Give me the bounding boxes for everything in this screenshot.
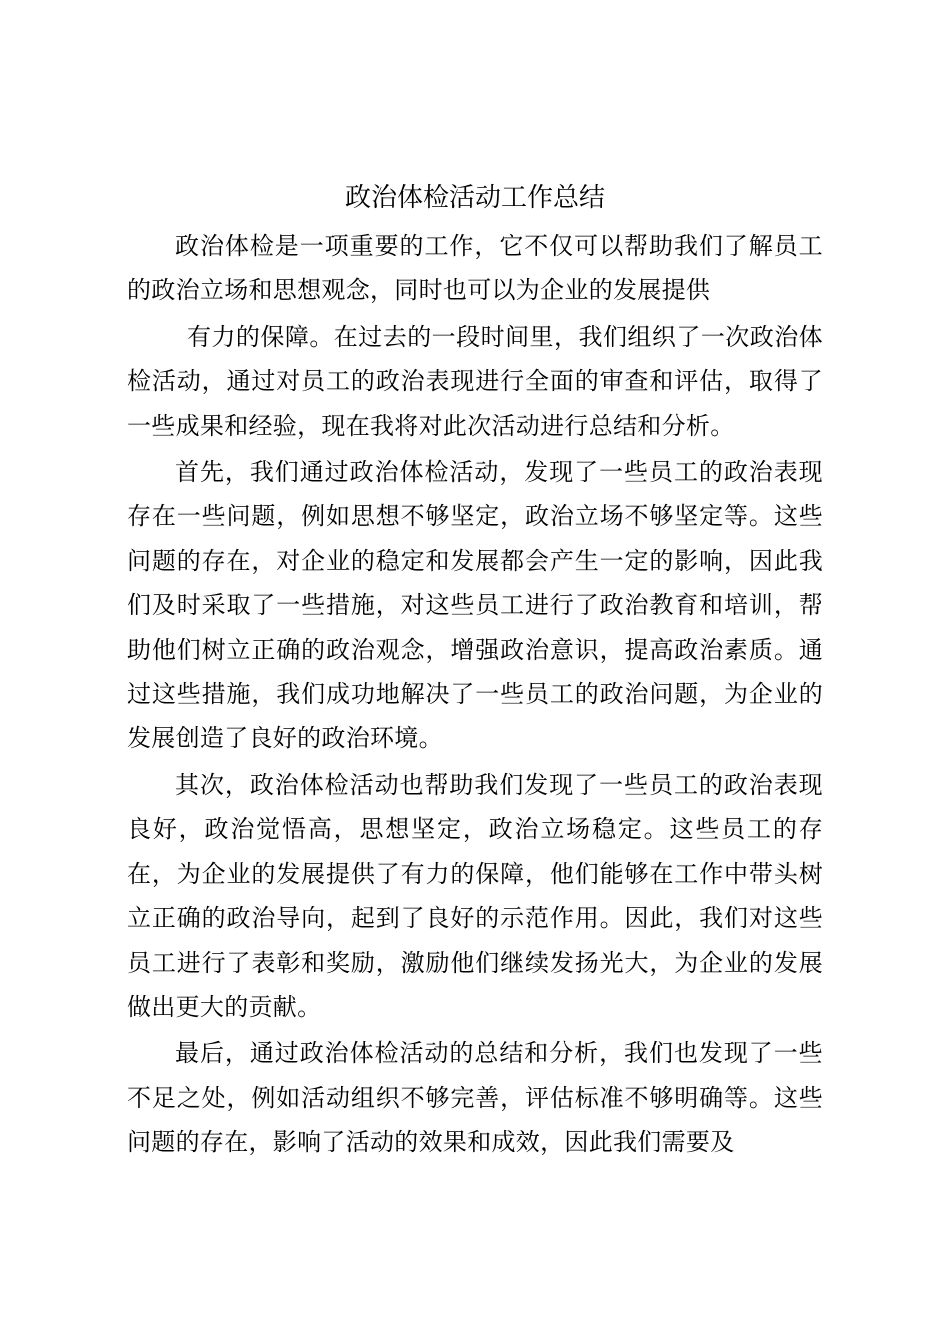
paragraph-continuation: 有力的保障。在过去的一段时间里，我们组织了一次政治体检活动，通过对员工的政治表现进行全面的审查和评估，取得了一些成果和经验，现在我将对此次活动进行总结和分析。 — [127, 322, 823, 440]
paragraph-intro: 政治体检是一项重要的工作，它不仅可以帮助我们了解员工的政治立场和思想观念，同时也可以为企业的发展提供 — [127, 232, 823, 305]
paragraph-second: 其次，政治体检活动也帮助我们发现了一些员工的政治表现良好，政治觉悟高，思想坚定，政治立场稳定。这些员工的存在，为企业的发展提供了有力的保障，他们能够在工作中带头树立正确的政治导向，起到了良好的示范作用。因此，我们对这些员工进行了表彰和奖励，激励他们继续发扬光大，为企业的发展做出更大的贡献。 — [127, 770, 823, 1021]
paragraph-first: 首先，我们通过政治体检活动，发现了一些员工的政治表现存在一些问题，例如思想不够坚定，政治立场不够坚定等。这些问题的存在，对企业的稳定和发展都会产生一定的影响，因此我们及时采取了一些措施，对这些员工进行了政治教育和培训，帮助他们树立正确的政治观念，增强政治意识，提高政治素质。通过这些措施，我们成功地解决了一些员工的政治问题，为企业的发展创造了良好的政治环境。 — [127, 458, 823, 753]
document-body — [127, 224, 823, 1167]
paragraph-last: 最后，通过政治体检活动的总结和分析，我们也发现了一些不足之处，例如活动组织不够完善，评估标准不够明确等。这些问题的存在，影响了活动的效果和成效，因此我们需要及 — [127, 1039, 823, 1157]
document-title: 政治体检活动工作总结 — [344, 183, 605, 213]
